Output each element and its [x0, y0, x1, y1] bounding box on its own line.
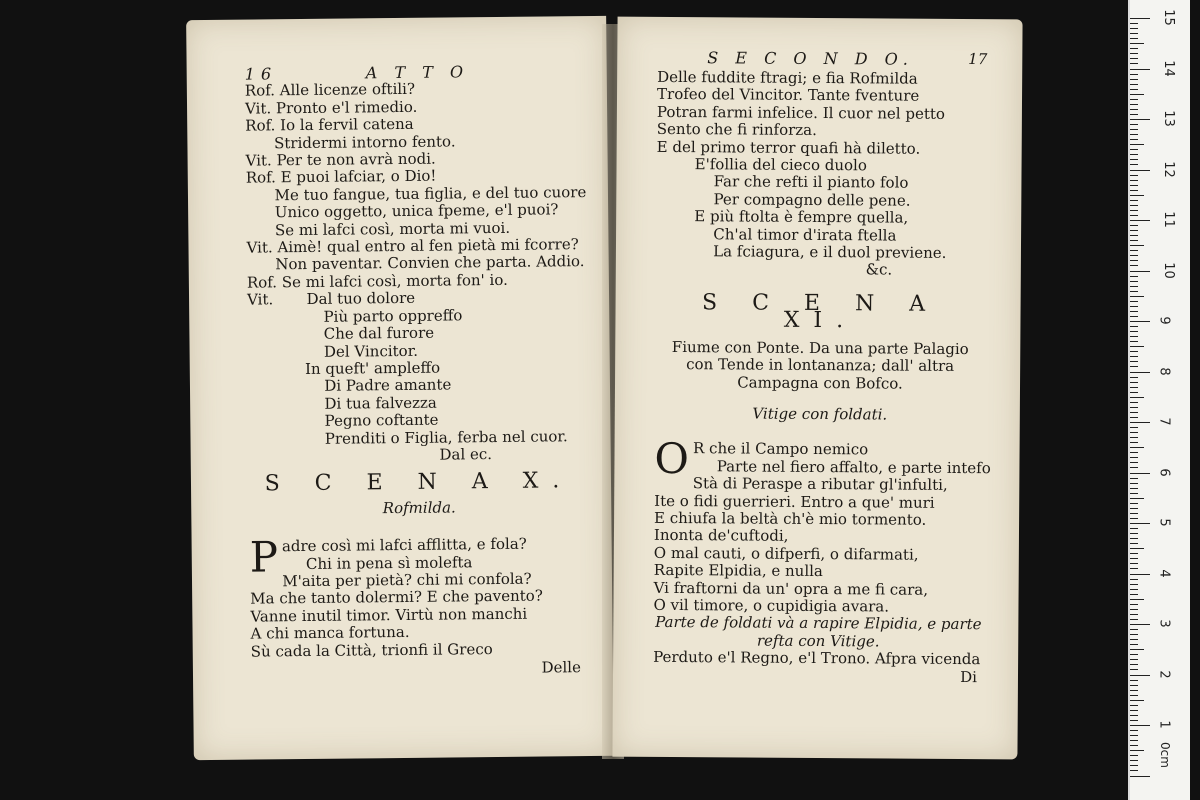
ruler-tick	[1130, 331, 1138, 332]
ruler-tick	[1130, 351, 1138, 352]
ruler-tick	[1130, 609, 1138, 610]
right-page-number: 17	[968, 50, 988, 69]
ruler-tick	[1130, 104, 1138, 105]
ruler-tick	[1130, 649, 1144, 650]
text-line: Parte de foldati và a rapire Elpidia, e parte	[655, 613, 982, 634]
text-line: Ch'al timor d'irata ftella	[656, 224, 897, 245]
ruler-tick	[1130, 589, 1138, 590]
ruler-tick	[1130, 185, 1138, 186]
text-line: M'aita per pietà? chi mi confola?	[282, 569, 532, 591]
ruler-tick	[1130, 503, 1138, 504]
ruler-tick	[1130, 437, 1138, 438]
ruler-tick	[1130, 705, 1138, 706]
ruler-tick	[1130, 599, 1144, 600]
text-line: Vit. Pronto e'l rimedio.	[244, 97, 418, 118]
ruler-tick	[1130, 770, 1138, 771]
ruler-tick	[1130, 715, 1138, 716]
ruler-tick	[1130, 634, 1138, 635]
right-running-head: S E C O N D O.	[707, 48, 914, 69]
ruler-tick	[1130, 89, 1138, 90]
ruler-tick	[1130, 205, 1138, 206]
ruler-tick	[1130, 372, 1150, 373]
ruler-tick	[1130, 235, 1138, 236]
text-line: Sento che fi rinforza.	[656, 120, 817, 140]
ruler-tick	[1130, 740, 1138, 741]
open-book	[190, 18, 1035, 773]
text-line: Rof. E puoi lafciar, o Dio!	[245, 167, 437, 188]
ruler-tick	[1130, 271, 1150, 272]
ruler-tick	[1130, 553, 1138, 554]
ruler-tick	[1130, 750, 1144, 751]
ruler-tick	[1130, 483, 1138, 484]
ruler-number: 8	[1156, 366, 1172, 376]
ruler-number: 15	[1160, 9, 1176, 26]
right-verse	[653, 456, 991, 617]
ruler-tick	[1130, 382, 1138, 383]
ruler-tick	[1130, 574, 1150, 575]
ruler-tick	[1130, 654, 1138, 655]
ruler-tick	[1130, 255, 1138, 256]
ruler-tick	[1130, 513, 1138, 514]
ruler-tick	[1130, 276, 1138, 277]
ruler-tick	[1130, 675, 1150, 676]
ruler-tick	[1130, 38, 1138, 39]
ruler-tick	[1130, 422, 1150, 423]
ruler-tick	[1130, 478, 1138, 479]
ruler-tick	[1130, 33, 1138, 34]
ruler-tick	[1130, 629, 1138, 630]
ruler-tick	[1130, 48, 1138, 49]
ruler-tick	[1130, 563, 1138, 564]
text-line: Inonta de'cuftodi,	[653, 526, 789, 546]
ruler-tick	[1130, 397, 1144, 398]
ruler-tick	[1130, 18, 1150, 19]
ruler-tick	[1130, 377, 1138, 378]
ruler-tick	[1130, 154, 1138, 155]
left-character: Rofmilda.	[382, 498, 456, 517]
ruler-tick	[1130, 488, 1138, 489]
ruler-tick	[1130, 710, 1138, 711]
ruler-tick	[1130, 180, 1138, 181]
ruler-tick	[1130, 109, 1138, 110]
text-line: E del primo terror quafi hà diletto.	[656, 137, 921, 158]
text-line: E chiufa la beltà ch'è mio tormento.	[654, 508, 927, 529]
right-stage-direction	[653, 614, 983, 651]
ruler-tick	[1130, 215, 1138, 216]
text-line: Di tua falvezza	[248, 393, 437, 414]
text-line: La fciagura, e il duol previene.	[655, 241, 947, 262]
ruler-tick	[1130, 356, 1138, 357]
ruler-tick	[1130, 720, 1138, 721]
text-line: E'follia del cieco duolo	[656, 154, 867, 175]
text-line: Ma che tanto dolermi? E che pavento?	[250, 586, 543, 608]
ruler-tick	[1130, 452, 1138, 453]
ruler-tick	[1130, 124, 1138, 125]
ruler-unit-label: 0cm	[1157, 742, 1172, 768]
ruler-number: 14	[1160, 59, 1176, 77]
text-line: Unico oggetto, unica fpeme, e'l puoi?	[246, 200, 559, 222]
ruler-tick	[1130, 528, 1138, 529]
ruler-tick	[1130, 99, 1138, 100]
text-line: Che dal furore	[247, 323, 435, 344]
ruler-tick	[1130, 245, 1144, 246]
ruler-number: 10	[1160, 261, 1176, 279]
ruler-tick	[1130, 639, 1138, 640]
text-line: Di Padre amante	[247, 375, 452, 396]
ruler-tick	[1130, 745, 1138, 746]
ruler-tick	[1130, 664, 1138, 665]
ruler-number: 9	[1156, 316, 1172, 325]
ruler-number: 7	[1156, 417, 1172, 426]
left-page	[186, 16, 614, 760]
ruler-tick	[1130, 195, 1144, 196]
ruler-tick	[1130, 568, 1138, 569]
ruler-tick	[1130, 518, 1138, 519]
ruler-tick	[1130, 200, 1138, 201]
ruler-tick	[1130, 619, 1138, 620]
ruler-tick	[1130, 690, 1138, 691]
text-line: Vi fraftorni da un' opra a me fi cara,	[653, 578, 929, 599]
text-line: Vanne inutil timor. Virtù non manchi	[250, 604, 528, 626]
ruler-tick	[1130, 695, 1138, 696]
ruler-tick	[1130, 316, 1138, 317]
ruler-tick	[1130, 311, 1138, 312]
ruler-number: 5	[1156, 518, 1172, 527]
left-catchword: Delle	[541, 658, 582, 677]
text-line: Vit. Aimè! qual entro al fen pietà mi fcorre?	[246, 235, 579, 257]
ruler-number: 13	[1160, 110, 1176, 127]
text-line: Vit. Per te non avrà nodi.	[245, 149, 436, 170]
ruler-tick	[1130, 164, 1138, 165]
ruler-tick	[1130, 548, 1144, 549]
text-line: Prenditi o Figlia, ferba nel cuor.	[248, 426, 568, 449]
ruler-tick	[1130, 594, 1138, 595]
ruler-tick	[1130, 760, 1138, 761]
ruler-tick	[1130, 604, 1138, 605]
ruler-tick	[1130, 326, 1138, 327]
text-line: refta con Vitige.	[756, 631, 880, 651]
ruler-tick	[1130, 442, 1138, 443]
right-scena-title: S C E N A XI.	[701, 290, 940, 334]
text-line: con Tende in lontananza; dall' altra	[686, 355, 955, 376]
ruler-tick	[1130, 144, 1144, 145]
ruler-tick	[1130, 265, 1138, 266]
ruler-tick	[1130, 543, 1138, 544]
text-line: Far che refti il pianto folo	[656, 172, 909, 193]
ruler-number: 3	[1156, 619, 1172, 628]
ruler-tick	[1130, 493, 1138, 494]
text-line: E più ftolta è fempre quella,	[656, 207, 909, 227]
ruler-tick	[1130, 462, 1138, 463]
ruler-tick	[1130, 624, 1150, 625]
text-line: Me tuo fangue, tua figlia, e del tuo cuore	[245, 182, 587, 205]
text-line: Rapite Elpidia, e nulla	[653, 561, 823, 581]
ruler-tick	[1130, 579, 1138, 580]
ruler-number: 12	[1160, 160, 1176, 178]
text-line: Per compagno delle pene.	[656, 189, 911, 210]
left-running-head: 16 A T T O	[244, 62, 470, 84]
ruler-tick	[1130, 286, 1138, 287]
right-setting	[655, 339, 985, 394]
ruler-tick	[1130, 644, 1138, 645]
ruler-tick	[1130, 260, 1138, 261]
ruler-tick	[1130, 175, 1138, 176]
ruler-tick	[1130, 558, 1138, 559]
right-lines	[656, 69, 987, 280]
ruler-tick	[1130, 250, 1138, 251]
ruler-number: 1	[1156, 720, 1172, 729]
ruler-tick	[1130, 685, 1138, 686]
right-character: Vitige con foldati.	[752, 404, 888, 424]
text-line: O mal cauti, o difperfi, o difarmati,	[653, 543, 919, 564]
text-line: Chi in pena sì molefta	[282, 552, 473, 573]
ruler-tick	[1130, 366, 1138, 367]
ruler-number: 6	[1156, 467, 1172, 477]
ruler-tick	[1130, 296, 1144, 297]
text-line: Rof. Io la fervil catena	[245, 115, 414, 135]
ruler-tick	[1130, 584, 1138, 585]
ruler-tick	[1130, 755, 1138, 756]
ruler-tick	[1130, 134, 1138, 135]
ruler-tick	[1130, 467, 1138, 468]
text-line: Parte nel fiero affalto, e parte intefo	[692, 456, 991, 477]
text-line: Rof. Alle licenze oftili?	[244, 80, 416, 101]
ruler-tick	[1130, 159, 1138, 160]
text-line: O vil timore, o cupidigia avara.	[653, 595, 890, 616]
ruler-tick	[1130, 23, 1138, 24]
ruler-tick	[1130, 417, 1138, 418]
ruler-tick	[1130, 230, 1138, 231]
ruler-tick	[1130, 457, 1138, 458]
text-line: Se mi lafci così, morta mi vuoi.	[246, 218, 511, 240]
ruler-tick	[1130, 538, 1138, 539]
ruler-tick	[1130, 730, 1138, 731]
text-line: &c.	[655, 259, 893, 279]
ruler-tick	[1130, 700, 1144, 701]
ruler-tick	[1130, 129, 1138, 130]
ruler-tick	[1130, 402, 1138, 403]
text-line: Potran farmi infelice. Il cuor nel petto	[656, 102, 946, 123]
ruler-tick	[1130, 63, 1138, 64]
ruler-tick	[1130, 94, 1144, 95]
ruler-tick	[1130, 614, 1138, 615]
ruler-tick	[1130, 533, 1138, 534]
ruler-tick	[1130, 392, 1138, 393]
text-line: Non paventar. Convien che parta. Addio.	[246, 252, 585, 275]
ruler-tick	[1130, 225, 1138, 226]
measuring-ruler	[1128, 0, 1190, 800]
left-verse	[250, 553, 591, 661]
ruler-tick	[1130, 427, 1138, 428]
ruler-tick	[1130, 669, 1138, 670]
ruler-tick	[1130, 291, 1138, 292]
ruler-tick	[1130, 321, 1150, 322]
ruler-tick	[1130, 114, 1138, 115]
ruler-tick	[1130, 79, 1138, 80]
ruler-number: 2	[1156, 669, 1172, 679]
ruler-tick	[1130, 498, 1144, 499]
left-scena-title: S C E N A X.	[264, 468, 574, 497]
left-verse-first: adre così mi lafci afflitta, e fola?	[281, 534, 527, 556]
text-line: Vit. Dal tuo dolore	[246, 289, 416, 309]
ruler-tick	[1130, 69, 1150, 70]
ruler-tick	[1130, 170, 1150, 171]
right-dropcap: O	[654, 434, 690, 484]
ruler-tick	[1130, 190, 1138, 191]
text-line: Pegno coftante	[248, 410, 439, 431]
ruler-tick	[1130, 735, 1138, 736]
ruler-tick	[1130, 725, 1150, 726]
text-line: Stridermi intorno fento.	[245, 132, 456, 153]
ruler-tick	[1130, 119, 1150, 120]
ruler-tick	[1130, 53, 1138, 54]
ruler-tick	[1130, 473, 1150, 474]
ruler-tick	[1130, 659, 1138, 660]
ruler-tick	[1130, 28, 1138, 29]
text-line: Campagna con Bofco.	[737, 372, 903, 393]
text-line: Delle fuddite ftragi; e fia Rofmilda	[657, 67, 918, 88]
left-dropcap: P	[249, 532, 279, 582]
ruler-tick	[1130, 149, 1138, 150]
ruler-tick	[1130, 210, 1138, 211]
text-line: Rof. Se mi lafci così, morta fon' io.	[246, 270, 508, 292]
ruler-tick	[1130, 240, 1138, 241]
ruler-tick	[1130, 508, 1138, 509]
text-line: A chi manca fortuna.	[250, 623, 410, 643]
right-verse-first: R che il Campo nemico	[692, 439, 869, 459]
ruler-tick	[1130, 281, 1138, 282]
text-line: Stà di Peraspe a ributar gl'infulti,	[692, 474, 948, 495]
ruler-tick	[1130, 341, 1138, 342]
ruler-tick	[1130, 432, 1138, 433]
text-line: Ite o fidi guerrieri. Entro a que' muri	[654, 491, 935, 512]
text-line: In queft' ampleffo	[247, 358, 441, 379]
ruler-tick	[1130, 765, 1138, 766]
right-catchword: Di	[960, 667, 978, 686]
ruler-tick	[1130, 84, 1138, 85]
text-line: Sù cada la Città, trionfi il Greco	[250, 639, 493, 661]
ruler-tick	[1130, 220, 1150, 221]
ruler-tick	[1130, 139, 1138, 140]
ruler-tick	[1130, 680, 1138, 681]
right-last-line: Perduto e'l Regno, e'l Trono. Afpra vicenda	[653, 648, 981, 669]
ruler-number: 4	[1156, 568, 1172, 578]
ruler-tick	[1130, 74, 1138, 75]
ruler-tick	[1130, 346, 1144, 347]
ruler-number: 11	[1160, 211, 1176, 228]
ruler-tick	[1130, 58, 1138, 59]
text-line: Più parto oppreffo	[247, 306, 463, 327]
ruler-tick	[1130, 361, 1138, 362]
right-page	[612, 17, 1022, 760]
text-line: Fiume con Ponte. Da una parte Palagio	[671, 337, 969, 358]
ruler-tick	[1130, 306, 1138, 307]
text-line: Trofeo del Vincitor. Tante fventure	[656, 85, 920, 106]
text-line: Dal ec.	[248, 444, 493, 466]
ruler-tick	[1130, 447, 1144, 448]
text-line: Del Vincitor.	[247, 341, 419, 362]
left-lines	[245, 79, 589, 465]
ruler-tick	[1130, 336, 1138, 337]
ruler-tick	[1130, 523, 1150, 524]
ruler-tick	[1130, 43, 1144, 44]
ruler-tick	[1130, 301, 1138, 302]
ruler-tick	[1130, 407, 1138, 408]
ruler-tick	[1130, 776, 1150, 777]
ruler-tick	[1130, 387, 1138, 388]
ruler-tick	[1130, 412, 1138, 413]
